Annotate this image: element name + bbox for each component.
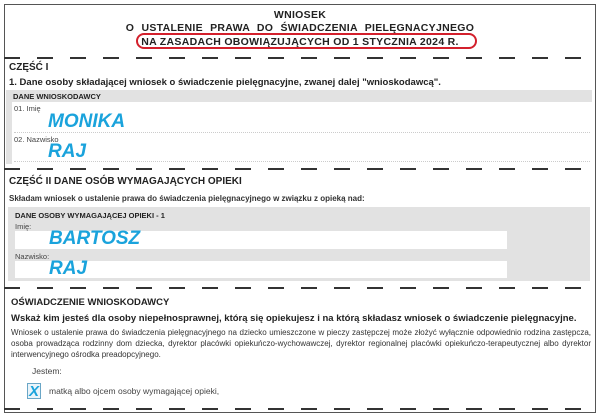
care-first-name-value: BARTOSZ: [49, 228, 141, 249]
part2-title: CZĘŚĆ II DANE OSÓB WYMAGAJĄCYCH OPIEKI: [9, 176, 242, 187]
divider: [4, 57, 596, 59]
care-first-name-field[interactable]: [15, 228, 507, 249]
care-last-name-field[interactable]: [15, 258, 507, 279]
form-date-line: NA ZASADACH OBOWIĄZUJĄCYCH OD 1 STYCZNIA 2024 R.: [141, 36, 459, 48]
divider: [4, 408, 596, 410]
part2-intro: Składam wniosek o ustalenie prawa do świadczenia pielęgnacyjnego w związku z opieką nad:: [9, 194, 365, 203]
part1-subtitle: 1. Dane osoby składającej wniosek o świadczenie pielęgnacyjne, zwanej dalej "wnioskodawcą".: [9, 77, 441, 88]
care-last-name-label: Nazwisko:: [15, 252, 50, 261]
applicant-header: [6, 90, 592, 102]
form-subtitle: O USTALENIE PRAWA DO ŚWIADCZENIA PIELĘGNACYJNEGO: [125, 22, 475, 34]
last-name-value: RAJ: [48, 141, 87, 162]
care-last-name-value: RAJ: [49, 258, 88, 279]
last-name-label: 02. Nazwisko: [14, 135, 59, 144]
parent-checkbox[interactable]: X: [28, 383, 39, 400]
care-person-header: DANE OSOBY WYMAGAJĄCEJ OPIEKI - 1: [15, 211, 165, 220]
part3-title: OŚWIADCZENIE WNIOSKODAWCY: [11, 297, 170, 308]
side-bar: [6, 102, 12, 164]
highlight-oval: [136, 33, 477, 49]
parent-option-label: matką albo ojcem osoby wymagającej opieki,: [49, 386, 220, 396]
first-name-field[interactable]: [14, 113, 590, 133]
form-title: WNIOSEK: [273, 9, 327, 21]
part3-question: Wskaż kim jesteś dla osoby niepełnosprawnej, którą się opiekujesz i na którą składasz wniosek o świadczenie pielęgnacyjne.: [11, 313, 577, 324]
first-name-label: 01. Imię: [14, 104, 41, 113]
last-name-field[interactable]: [14, 143, 590, 162]
part3-note: Wniosek o ustalenie prawa do świadczenia pielęgnacyjnego na dziecko umieszczone w pieczy zastępczej może złożyć wyłącznie odpowiednio rodzina zastępcza, osoba prowadząca rodzinny dom dziecka, dyrektor placówki opiekuńczo-wychowawczej, dyrektor regionalnej placówki opiekuńczo-terapeutycznej albo dyrektor interwencyjnego ośrodka preadopcyjnego.: [11, 328, 591, 359]
first-name-value: MONIKA: [48, 111, 126, 132]
part1-title: CZĘŚĆ I: [9, 62, 49, 73]
divider: [4, 287, 596, 289]
care-first-name-label: Imię:: [15, 222, 32, 231]
applicant-header-label: DANE WNIOSKODAWCY: [13, 92, 101, 101]
jestem-label: Jestem:: [32, 366, 62, 376]
care-person-box: [8, 207, 590, 281]
divider: [4, 168, 596, 170]
